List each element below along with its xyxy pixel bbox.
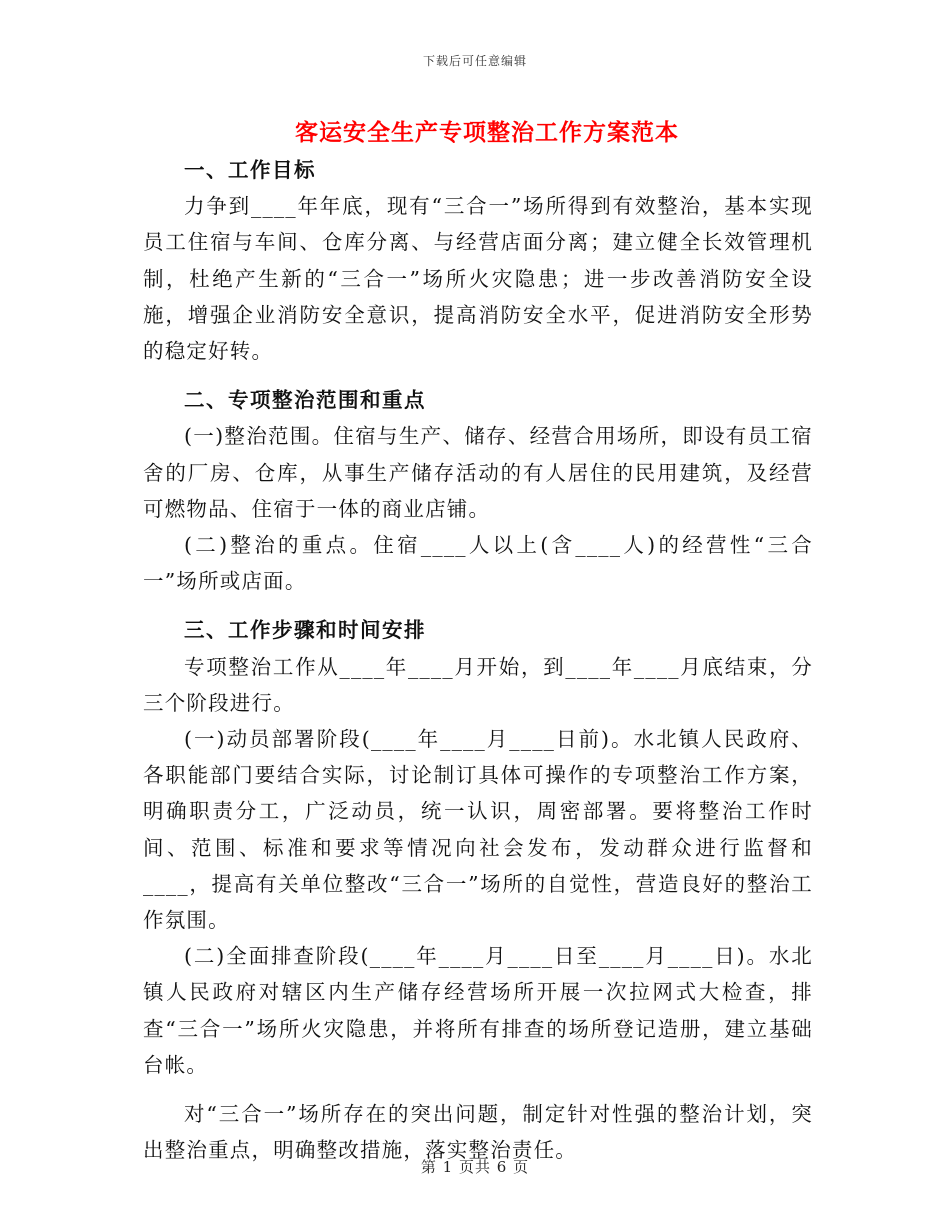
document-title: 客运安全生产专项整治工作方案范本 <box>295 119 679 146</box>
section-heading-schedule: 三、工作步骤和时间安排 <box>184 618 426 643</box>
paragraph-goals: 力争到____年年底，现有“三合一”场所得到有效整治，基本实现员工住宿与车间、仓库分离、与经营店面分离；建立健全长效管理机制，杜绝产生新的“三合一”场所火灾隐患；进一步改善消防安全设施，增强企业消防安全意识，提高消防安全水平，促进消防安全形势的稳定好转。 <box>143 194 813 364</box>
paragraph-schedule-intro: 专项整治工作从____年____月开始，到____年____月底结束，分三个阶段进行。 <box>143 654 813 715</box>
paragraph-closing: 对“三合一”场所存在的突出问题，制定针对性强的整治计划，突出整治重点，明确整改措施，落实整治责任。 <box>143 1102 813 1163</box>
section-heading-scope: 二、专项整治范围和重点 <box>184 388 426 413</box>
page-indicator: 第 1 页共 6 页 <box>420 1158 530 1176</box>
document-body <box>143 152 813 1168</box>
paragraph-inspection-stage: (二)全面排查阶段(____年____月____日至____月____日)。水北镇人民政府对辖区内生产储存经营场所开展一次拉网式大检查，排查“三合一”场所火灾隐患，并将所有排查的场所登记造册，建立基础台帐。 <box>143 944 813 1077</box>
page-header-note: 下载后可任意编辑 <box>422 54 527 68</box>
paragraph-scope: (一)整治范围。住宿与生产、储存、经营合用场所，即设有员工宿舍的厂房、仓库，从事生产储存活动的有人居住的民用建筑，及经营可燃物品、住宿于一体的商业店铺。 <box>143 424 813 521</box>
section-heading-goals: 一、工作目标 <box>184 158 316 182</box>
paragraph-mobilization-stage: (一)动员部署阶段(____年____月____日前)。水北镇人民政府、各职能部门要结合实际，讨论制订具体可操作的专项整治工作方案，明确职责分工，广泛动员，统一认识，周密部署。要将整治工作时间、范围、标准和要求等情况向社会发布，发动群众进行监督和____，提高有关单位整改“三合一”场所的自觉性，营造良好的整治工作氛围。 <box>143 727 813 933</box>
paragraph-focus: (二)整治的重点。住宿____人以上(含____人)的经营性“三合一”场所或店面。 <box>143 533 813 594</box>
